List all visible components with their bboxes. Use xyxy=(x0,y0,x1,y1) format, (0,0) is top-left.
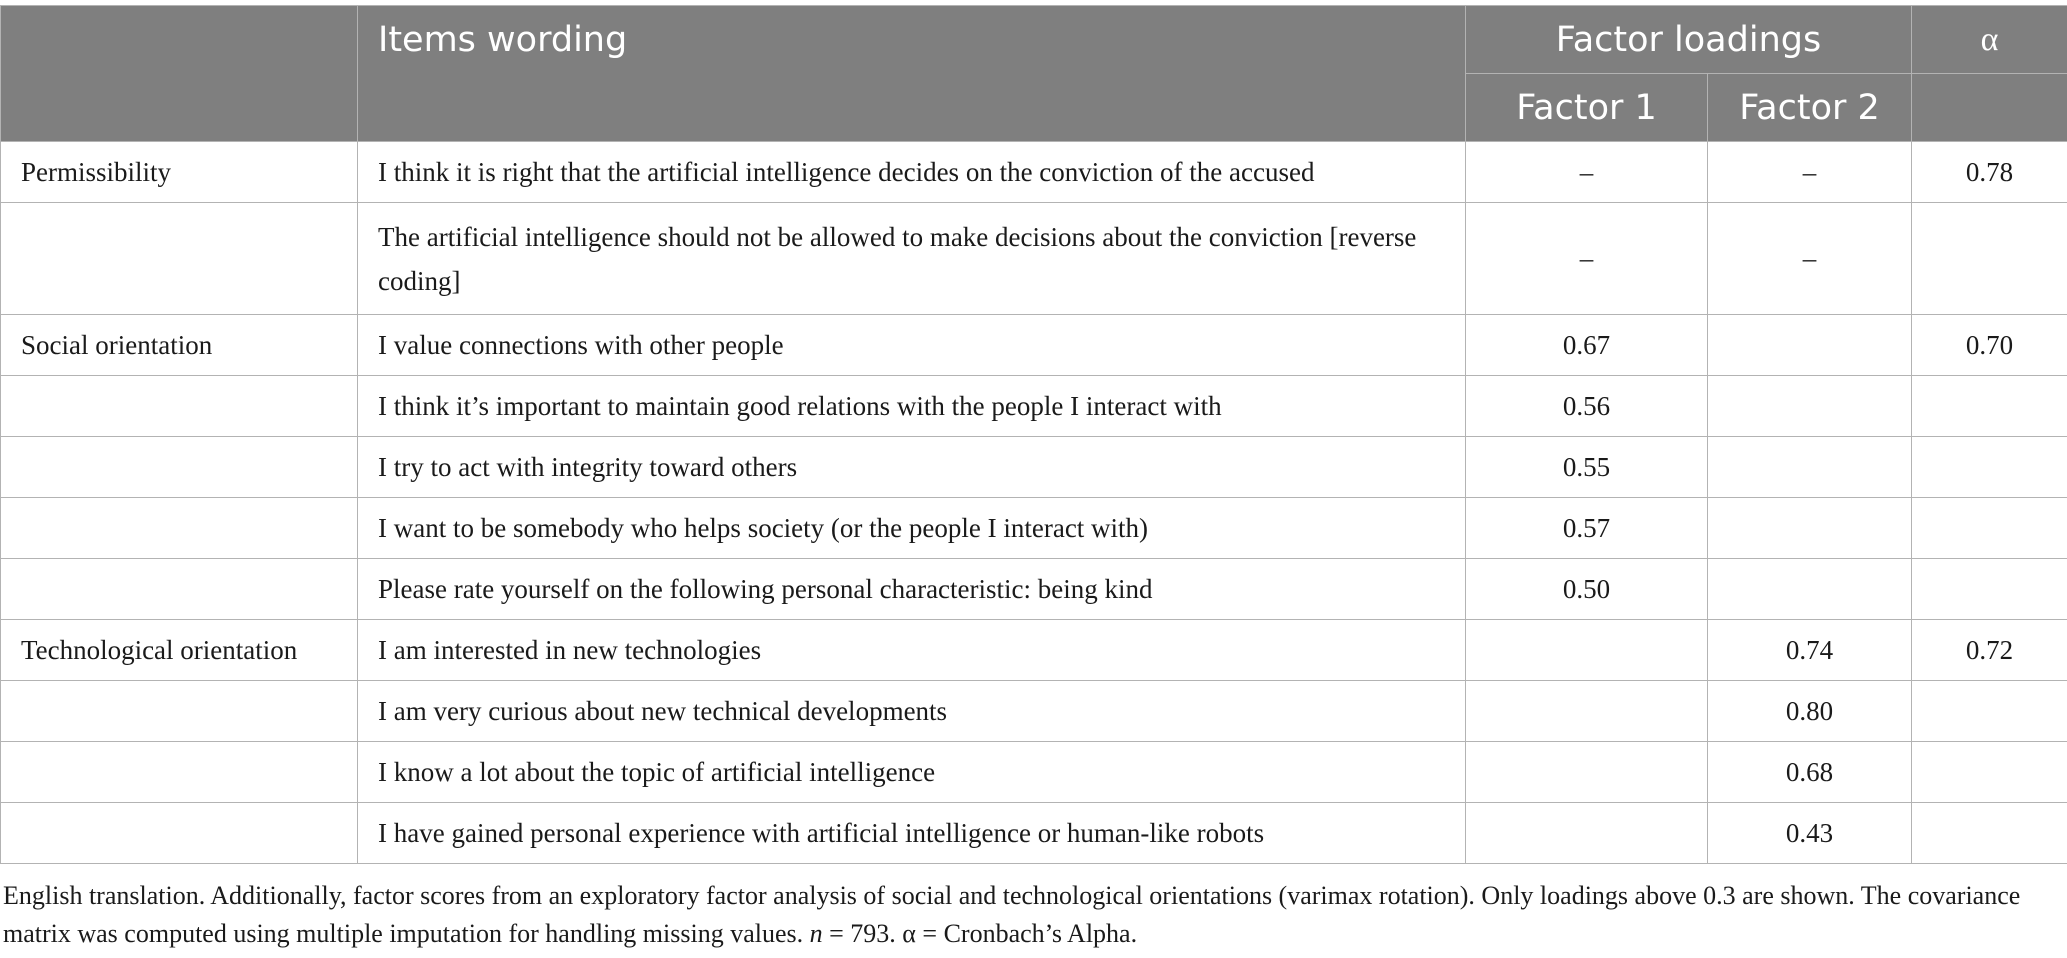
table-row xyxy=(1,437,2067,498)
factor2-loading xyxy=(1708,498,1912,559)
group-label: Permissibility xyxy=(1,142,358,203)
group-label xyxy=(1,437,358,498)
group-label xyxy=(1,498,358,559)
table-row xyxy=(1,681,2067,742)
item-wording: I have gained personal experience with artificial intelligence or human-like robots xyxy=(358,803,1466,864)
factor2-loading xyxy=(1708,315,1912,376)
alpha-value: 0.70 xyxy=(1912,315,2067,376)
footnote-n-symbol: n xyxy=(809,919,823,948)
table-row xyxy=(1,203,2067,315)
factor2-loading: 0.74 xyxy=(1708,620,1912,681)
alpha-value xyxy=(1912,559,2067,620)
table-row xyxy=(1,559,2067,620)
alpha-value xyxy=(1912,742,2067,803)
item-wording: I am interested in new technologies xyxy=(358,620,1466,681)
factor2-loading xyxy=(1708,376,1912,437)
factor1-loading: 0.50 xyxy=(1466,559,1708,620)
footnote-text-end: = 793. α = Cronbach’s Alpha. xyxy=(822,919,1138,948)
group-label xyxy=(1,559,358,620)
factor1-loading: 0.67 xyxy=(1466,315,1708,376)
item-wording: Please rate yourself on the following personal characteristic: being kind xyxy=(358,559,1466,620)
table-row xyxy=(1,742,2067,803)
factor1-loading: 0.55 xyxy=(1466,437,1708,498)
factor2-loading: – xyxy=(1708,203,1912,315)
table-body xyxy=(1,142,2067,864)
alpha-value xyxy=(1912,376,2067,437)
factor2-loading xyxy=(1708,559,1912,620)
factor1-loading xyxy=(1466,803,1708,864)
factor2-loading: – xyxy=(1708,142,1912,203)
header-group-column xyxy=(1,6,358,142)
group-label: Technological orientation xyxy=(1,620,358,681)
factor1-loading: – xyxy=(1466,142,1708,203)
alpha-value: 0.78 xyxy=(1912,142,2067,203)
item-wording: I think it’s important to maintain good relations with the people I interact with xyxy=(358,376,1466,437)
group-label xyxy=(1,203,358,315)
table-row xyxy=(1,498,2067,559)
alpha-value: 0.72 xyxy=(1912,620,2067,681)
table-footnote xyxy=(3,877,2053,953)
item-wording: I am very curious about new technical developments xyxy=(358,681,1466,742)
group-label: Social orientation xyxy=(1,315,358,376)
alpha-value xyxy=(1912,203,2067,315)
table-row xyxy=(1,315,2067,376)
factor1-loading xyxy=(1466,681,1708,742)
table-row xyxy=(1,803,2067,864)
header-alpha-blank xyxy=(1912,74,2067,142)
factor1-loading: – xyxy=(1466,203,1708,315)
item-wording: I want to be somebody who helps society (or the people I interact with) xyxy=(358,498,1466,559)
group-label xyxy=(1,803,358,864)
factor2-loading xyxy=(1708,437,1912,498)
group-label xyxy=(1,376,358,437)
header-factor-loadings: Factor loadings xyxy=(1466,6,1912,74)
item-wording: I know a lot about the topic of artificial intelligence xyxy=(358,742,1466,803)
table-header xyxy=(1,6,2067,142)
group-label xyxy=(1,681,358,742)
header-factor-1: Factor 1 xyxy=(1466,74,1708,142)
table-row xyxy=(1,376,2067,437)
factor-loadings-table xyxy=(0,5,2067,864)
alpha-value xyxy=(1912,803,2067,864)
factor1-loading: 0.57 xyxy=(1466,498,1708,559)
table-row xyxy=(1,620,2067,681)
factor1-loading: 0.56 xyxy=(1466,376,1708,437)
factor1-loading xyxy=(1466,742,1708,803)
alpha-value xyxy=(1912,498,2067,559)
alpha-value xyxy=(1912,437,2067,498)
header-factor-2: Factor 2 xyxy=(1708,74,1912,142)
footnote-text: English translation. Additionally, factor scores from an exploratory factor analysis of social and technological orientations (varimax rotation). Only loadings above 0.3 are shown. The covariance matrix was computed using multiple imputation for handling missing values. xyxy=(3,881,2021,948)
header-alpha: α xyxy=(1912,6,2067,74)
factor2-loading: 0.43 xyxy=(1708,803,1912,864)
factor2-loading: 0.68 xyxy=(1708,742,1912,803)
factor2-loading: 0.80 xyxy=(1708,681,1912,742)
item-wording: I value connections with other people xyxy=(358,315,1466,376)
alpha-value xyxy=(1912,681,2067,742)
item-wording: I try to act with integrity toward others xyxy=(358,437,1466,498)
group-label xyxy=(1,742,358,803)
table-row xyxy=(1,142,2067,203)
factor1-loading xyxy=(1466,620,1708,681)
item-wording: I think it is right that the artificial intelligence decides on the conviction of the accused xyxy=(358,142,1466,203)
header-items-wording: Items wording xyxy=(358,6,1466,142)
item-wording: The artificial intelligence should not be allowed to make decisions about the conviction [reverse coding] xyxy=(358,203,1466,315)
